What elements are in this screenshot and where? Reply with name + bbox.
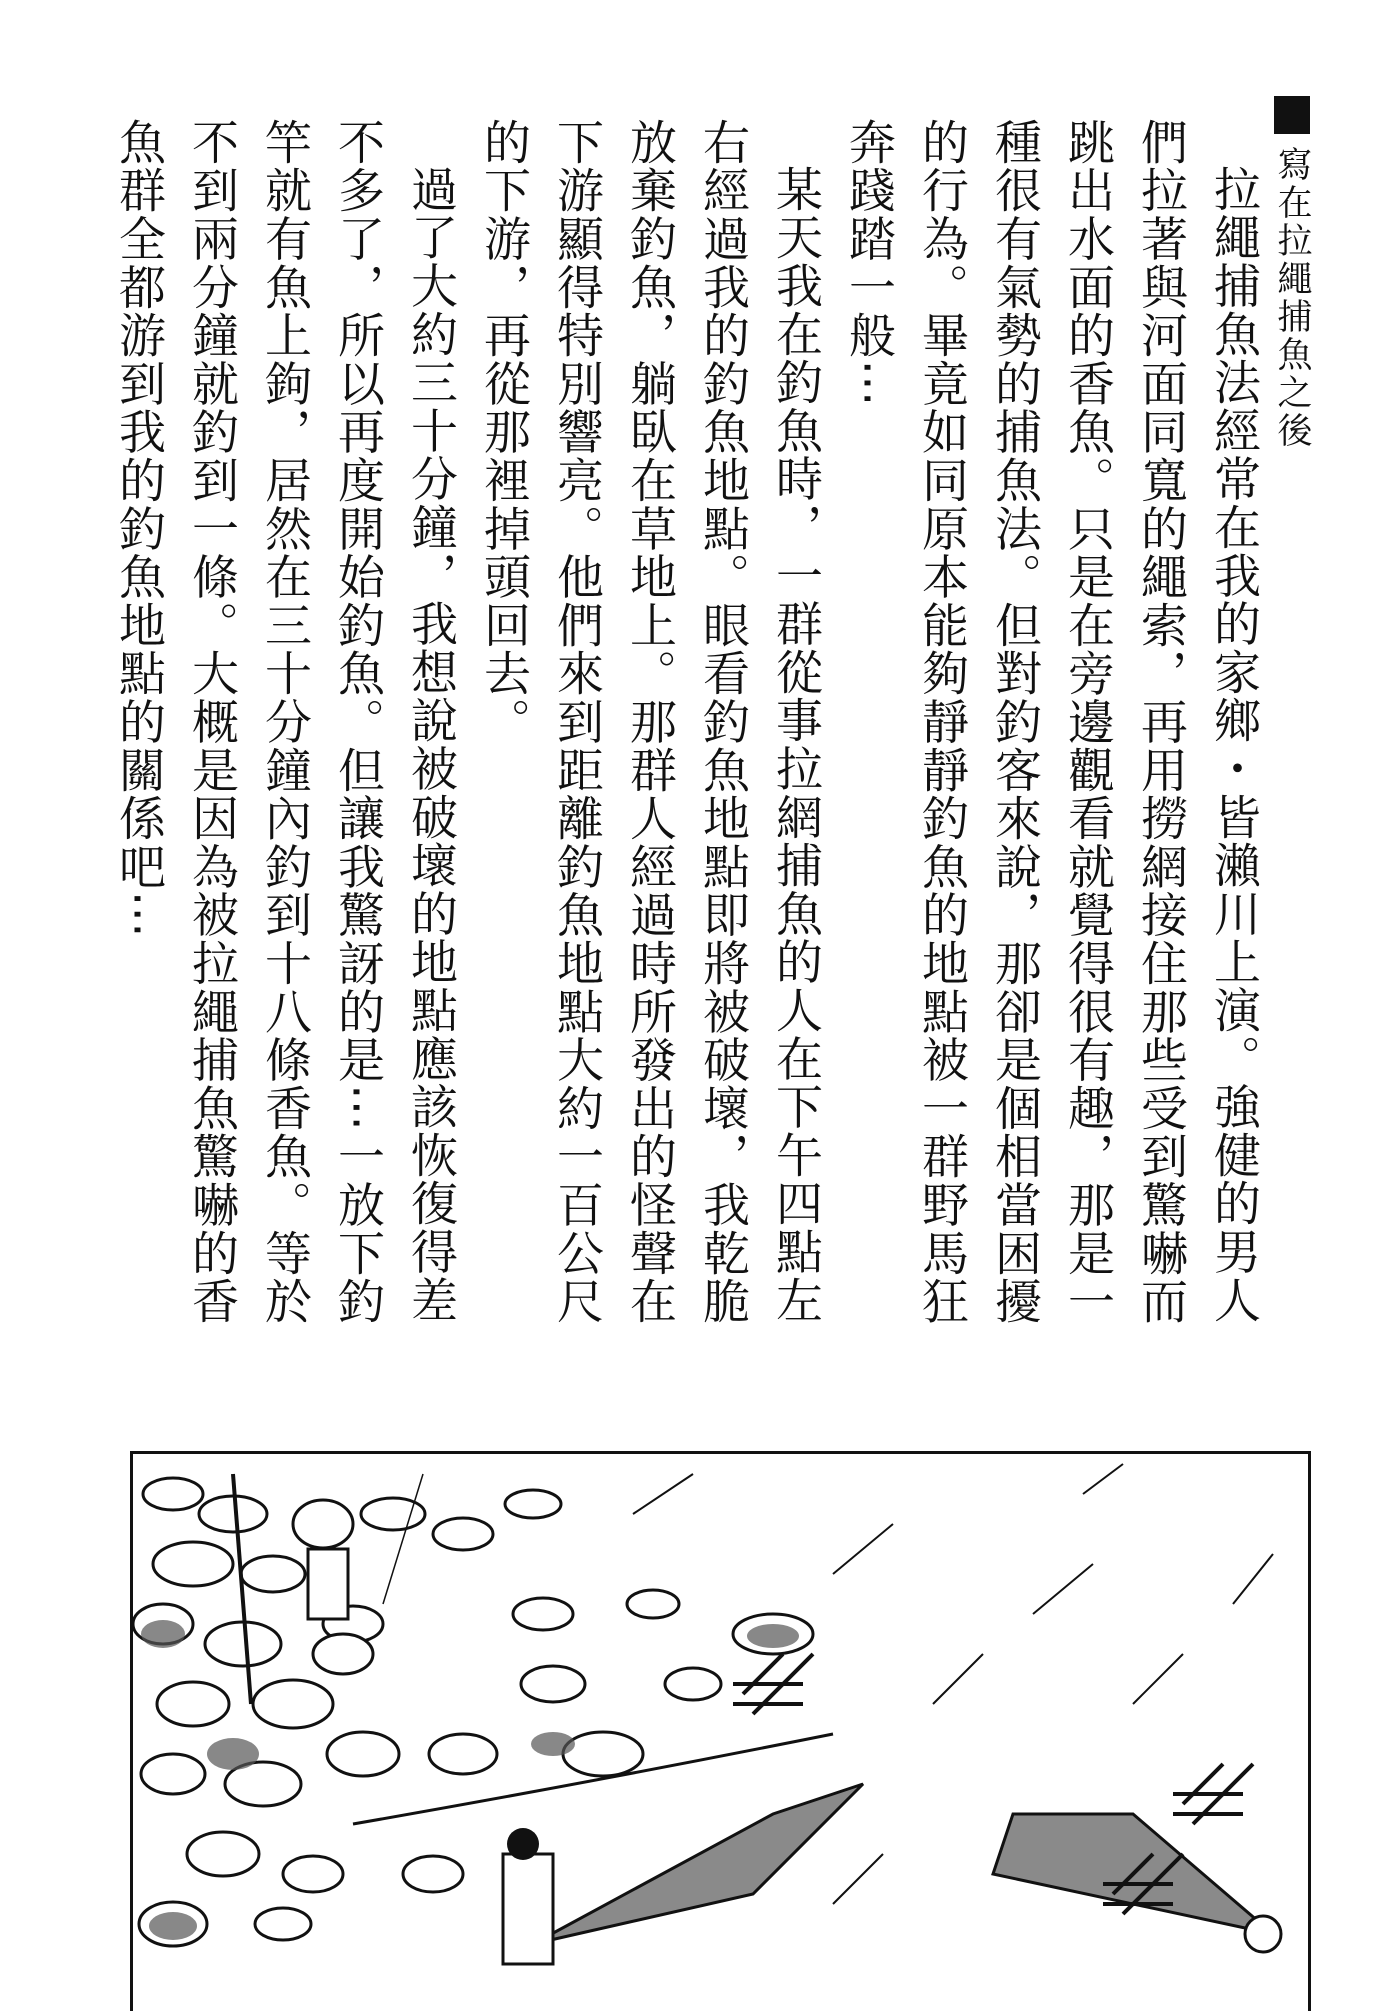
manga-illustration-panel <box>130 1451 1311 2011</box>
paragraph-3: 過了大約三十分鐘，我想說被破壞的地點應該恢復得差不多了，所以再度開始釣魚。但讓我驚訝的是⋯一放下釣竿就有魚上鉤，居然在三十分鐘內釣到十八條香魚。等於不到兩分鐘就釣到一條。大概是因為被拉繩捕魚驚嚇的香魚群全都游到我的釣魚地點的關係吧⋯ <box>111 118 458 1326</box>
paragraph-1: 拉繩捕魚法經常在我的家鄉・皆瀨川上演。強健的男人們拉著與河面同寬的繩索，再用撈網接住那些受到驚嚇而跳出水面的香魚。只是在旁邊觀看就覺得很有趣，那是一種很有氣勢的捕魚法。但對釣客來說，那卻是個相當困擾的行為。畢竟如同原本能夠靜靜釣魚的地點被一群野馬狂奔踐踏一般⋯ <box>841 118 1261 1326</box>
paragraph-2: 某天我在釣魚時，一群從事拉網捕魚的人在下午四點左右經過我的釣魚地點。眼看釣魚地點即將被破壞，我乾脆放棄釣魚，躺臥在草地上。那群人經過時所發出的怪聲在下游顯得特別響亮。他們來到距離釣魚地點大約一百公尺的下游，再從那裡掉頭回去。 <box>476 118 823 1326</box>
river-fishing-illustration <box>133 1454 1311 1994</box>
heading-square-icon <box>1274 96 1310 134</box>
section-heading <box>1270 96 1314 450</box>
essay-body <box>102 118 1270 1368</box>
heading-title: 寫在拉繩捕魚之後 <box>1272 146 1312 450</box>
